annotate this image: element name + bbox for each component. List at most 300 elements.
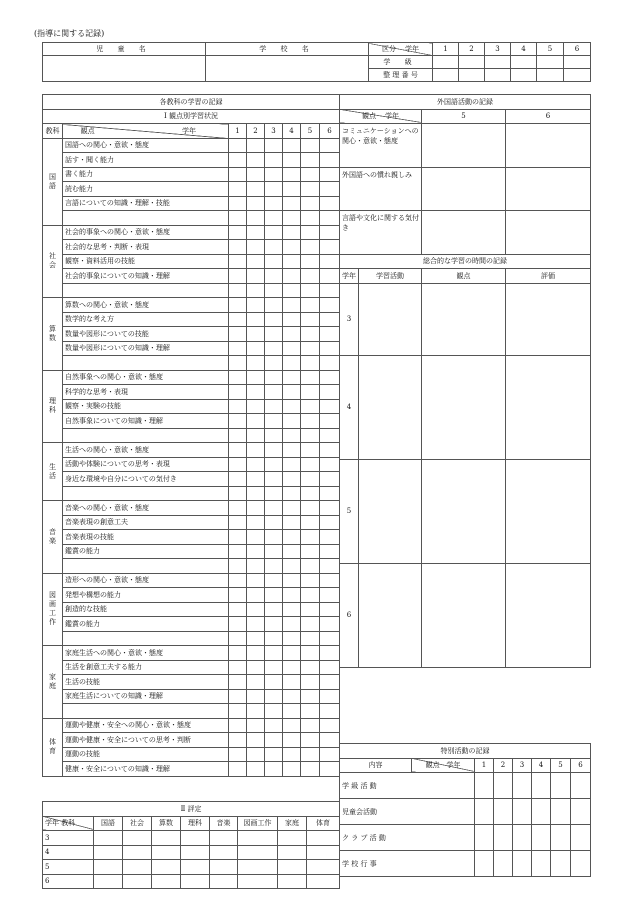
tokubetsu-cell[interactable]: [532, 825, 551, 851]
grade-cell[interactable]: [283, 515, 301, 530]
tokubetsu-cell[interactable]: [513, 799, 532, 825]
grade-cell[interactable]: [320, 457, 340, 472]
tokubetsu-cell[interactable]: [551, 851, 571, 877]
hyotei-cell[interactable]: [238, 874, 278, 889]
grade-cell[interactable]: [229, 457, 247, 472]
sogo-cell[interactable]: [359, 563, 422, 667]
grade-cell[interactable]: [320, 138, 340, 153]
grade-cell[interactable]: [301, 515, 320, 530]
grade-cell[interactable]: [229, 269, 247, 284]
tokubetsu-cell[interactable]: [475, 851, 494, 877]
grade-cell[interactable]: [229, 196, 247, 211]
grade-cell[interactable]: [229, 283, 247, 298]
grade-cell[interactable]: [283, 457, 301, 472]
cell[interactable]: [564, 69, 591, 82]
grade-cell[interactable]: [320, 573, 340, 588]
hyotei-cell[interactable]: [210, 874, 238, 889]
grade-cell[interactable]: [265, 660, 283, 675]
grade-cell[interactable]: [283, 472, 301, 487]
grade-cell[interactable]: [283, 530, 301, 545]
grade-cell[interactable]: [265, 254, 283, 269]
grade-cell[interactable]: [229, 182, 247, 197]
grade-cell[interactable]: [247, 588, 265, 603]
grade-cell[interactable]: [265, 457, 283, 472]
grade-cell[interactable]: [247, 428, 265, 443]
grade-cell[interactable]: [283, 747, 301, 762]
grade-cell[interactable]: [229, 167, 247, 182]
grade-cell[interactable]: [265, 283, 283, 298]
grade-cell[interactable]: [283, 153, 301, 168]
grade-cell[interactable]: [247, 486, 265, 501]
grade-cell[interactable]: [320, 617, 340, 632]
hyotei-cell[interactable]: [278, 860, 307, 875]
grade-cell[interactable]: [301, 646, 320, 661]
grade-cell[interactable]: [320, 501, 340, 516]
grade-cell[interactable]: [229, 704, 247, 719]
grade-cell[interactable]: [283, 312, 301, 327]
grade-cell[interactable]: [265, 704, 283, 719]
tokubetsu-cell[interactable]: [551, 799, 571, 825]
grade-cell[interactable]: [301, 675, 320, 690]
grade-cell[interactable]: [283, 718, 301, 733]
tokubetsu-cell[interactable]: [532, 773, 551, 799]
grade-cell[interactable]: [301, 414, 320, 429]
sogo-cell[interactable]: [506, 459, 591, 563]
foreign-cell[interactable]: [422, 211, 506, 255]
grade-cell[interactable]: [247, 356, 265, 371]
grade-cell[interactable]: [247, 211, 265, 226]
student-name-field[interactable]: [43, 56, 206, 82]
grade-cell[interactable]: [247, 559, 265, 574]
grade-cell[interactable]: [229, 153, 247, 168]
grade-cell[interactable]: [320, 718, 340, 733]
hyotei-cell[interactable]: [238, 845, 278, 860]
grade-cell[interactable]: [283, 689, 301, 704]
hyotei-cell[interactable]: [152, 845, 181, 860]
grade-cell[interactable]: [229, 428, 247, 443]
grade-cell[interactable]: [265, 515, 283, 530]
grade-cell[interactable]: [229, 530, 247, 545]
grade-cell[interactable]: [229, 660, 247, 675]
grade-cell[interactable]: [229, 573, 247, 588]
grade-cell[interactable]: [229, 327, 247, 342]
grade-cell[interactable]: [265, 327, 283, 342]
grade-cell[interactable]: [283, 269, 301, 284]
sogo-cell[interactable]: [422, 563, 506, 667]
grade-cell[interactable]: [247, 689, 265, 704]
grade-cell[interactable]: [301, 182, 320, 197]
grade-cell[interactable]: [265, 675, 283, 690]
grade-cell[interactable]: [265, 530, 283, 545]
grade-cell[interactable]: [320, 631, 340, 646]
grade-cell[interactable]: [229, 718, 247, 733]
grade-cell[interactable]: [283, 167, 301, 182]
grade-cell[interactable]: [229, 617, 247, 632]
foreign-cell[interactable]: [422, 124, 506, 168]
grade-cell[interactable]: [247, 515, 265, 530]
grade-cell[interactable]: [265, 356, 283, 371]
grade-cell[interactable]: [265, 559, 283, 574]
tokubetsu-cell[interactable]: [475, 825, 494, 851]
grade-cell[interactable]: [320, 182, 340, 197]
hyotei-cell[interactable]: [278, 831, 307, 846]
grade-cell[interactable]: [229, 225, 247, 240]
grade-cell[interactable]: [229, 312, 247, 327]
grade-cell[interactable]: [301, 602, 320, 617]
grade-cell[interactable]: [301, 588, 320, 603]
grade-cell[interactable]: [247, 341, 265, 356]
grade-cell[interactable]: [247, 414, 265, 429]
sogo-cell[interactable]: [506, 355, 591, 459]
grade-cell[interactable]: [283, 182, 301, 197]
cell[interactable]: [485, 56, 511, 69]
grade-cell[interactable]: [265, 544, 283, 559]
grade-cell[interactable]: [229, 762, 247, 777]
grade-cell[interactable]: [265, 211, 283, 226]
school-name-field[interactable]: [206, 56, 369, 82]
sogo-cell[interactable]: [359, 355, 422, 459]
grade-cell[interactable]: [301, 399, 320, 414]
grade-cell[interactable]: [320, 341, 340, 356]
grade-cell[interactable]: [301, 501, 320, 516]
grade-cell[interactable]: [301, 660, 320, 675]
grade-cell[interactable]: [320, 283, 340, 298]
grade-cell[interactable]: [320, 530, 340, 545]
grade-cell[interactable]: [283, 544, 301, 559]
hyotei-cell[interactable]: [94, 845, 123, 860]
grade-cell[interactable]: [301, 312, 320, 327]
sogo-cell[interactable]: [359, 283, 422, 355]
tokubetsu-cell[interactable]: [494, 799, 513, 825]
cell[interactable]: [459, 56, 485, 69]
hyotei-cell[interactable]: [94, 831, 123, 846]
hyotei-cell[interactable]: [152, 860, 181, 875]
sogo-cell[interactable]: [359, 459, 422, 563]
grade-cell[interactable]: [301, 225, 320, 240]
grade-cell[interactable]: [283, 733, 301, 748]
tokubetsu-cell[interactable]: [571, 773, 591, 799]
grade-cell[interactable]: [247, 399, 265, 414]
grade-cell[interactable]: [265, 385, 283, 400]
grade-cell[interactable]: [265, 182, 283, 197]
grade-cell[interactable]: [301, 472, 320, 487]
grade-cell[interactable]: [283, 225, 301, 240]
grade-cell[interactable]: [229, 385, 247, 400]
hyotei-cell[interactable]: [210, 831, 238, 846]
grade-cell[interactable]: [283, 240, 301, 255]
grade-cell[interactable]: [283, 617, 301, 632]
hyotei-cell[interactable]: [181, 831, 210, 846]
grade-cell[interactable]: [265, 341, 283, 356]
tokubetsu-cell[interactable]: [532, 851, 551, 877]
grade-cell[interactable]: [247, 283, 265, 298]
grade-cell[interactable]: [229, 254, 247, 269]
grade-cell[interactable]: [320, 704, 340, 719]
grade-cell[interactable]: [229, 399, 247, 414]
grade-cell[interactable]: [320, 646, 340, 661]
grade-cell[interactable]: [229, 646, 247, 661]
grade-cell[interactable]: [265, 167, 283, 182]
grade-cell[interactable]: [283, 327, 301, 342]
cell[interactable]: [459, 69, 485, 82]
grade-cell[interactable]: [283, 399, 301, 414]
hyotei-cell[interactable]: [307, 874, 340, 889]
grade-cell[interactable]: [247, 225, 265, 240]
grade-cell[interactable]: [301, 747, 320, 762]
grade-cell[interactable]: [320, 414, 340, 429]
grade-cell[interactable]: [247, 747, 265, 762]
grade-cell[interactable]: [320, 269, 340, 284]
grade-cell[interactable]: [247, 472, 265, 487]
grade-cell[interactable]: [320, 588, 340, 603]
grade-cell[interactable]: [229, 211, 247, 226]
grade-cell[interactable]: [301, 356, 320, 371]
grade-cell[interactable]: [247, 153, 265, 168]
hyotei-cell[interactable]: [181, 874, 210, 889]
grade-cell[interactable]: [301, 138, 320, 153]
grade-cell[interactable]: [265, 762, 283, 777]
grade-cell[interactable]: [301, 762, 320, 777]
hyotei-cell[interactable]: [278, 874, 307, 889]
grade-cell[interactable]: [247, 370, 265, 385]
grade-cell[interactable]: [265, 501, 283, 516]
grade-cell[interactable]: [265, 733, 283, 748]
grade-cell[interactable]: [229, 240, 247, 255]
tokubetsu-cell[interactable]: [532, 799, 551, 825]
grade-cell[interactable]: [265, 138, 283, 153]
grade-cell[interactable]: [247, 327, 265, 342]
grade-cell[interactable]: [247, 544, 265, 559]
grade-cell[interactable]: [283, 356, 301, 371]
grade-cell[interactable]: [265, 298, 283, 313]
grade-cell[interactable]: [229, 370, 247, 385]
grade-cell[interactable]: [320, 153, 340, 168]
grade-cell[interactable]: [320, 327, 340, 342]
grade-cell[interactable]: [229, 689, 247, 704]
cell[interactable]: [537, 56, 564, 69]
hyotei-cell[interactable]: [123, 845, 152, 860]
grade-cell[interactable]: [320, 370, 340, 385]
grade-cell[interactable]: [229, 515, 247, 530]
grade-cell[interactable]: [229, 341, 247, 356]
grade-cell[interactable]: [247, 573, 265, 588]
grade-cell[interactable]: [320, 747, 340, 762]
hyotei-cell[interactable]: [123, 860, 152, 875]
grade-cell[interactable]: [247, 530, 265, 545]
grade-cell[interactable]: [320, 443, 340, 458]
grade-cell[interactable]: [301, 153, 320, 168]
grade-cell[interactable]: [283, 762, 301, 777]
grade-cell[interactable]: [247, 602, 265, 617]
tokubetsu-cell[interactable]: [571, 825, 591, 851]
grade-cell[interactable]: [247, 254, 265, 269]
grade-cell[interactable]: [283, 646, 301, 661]
grade-cell[interactable]: [320, 254, 340, 269]
tokubetsu-cell[interactable]: [513, 825, 532, 851]
grade-cell[interactable]: [283, 298, 301, 313]
grade-cell[interactable]: [301, 428, 320, 443]
grade-cell[interactable]: [229, 414, 247, 429]
grade-cell[interactable]: [320, 675, 340, 690]
grade-cell[interactable]: [320, 167, 340, 182]
hyotei-cell[interactable]: [181, 845, 210, 860]
grade-cell[interactable]: [283, 211, 301, 226]
grade-cell[interactable]: [320, 196, 340, 211]
grade-cell[interactable]: [283, 443, 301, 458]
grade-cell[interactable]: [320, 602, 340, 617]
grade-cell[interactable]: [247, 457, 265, 472]
grade-cell[interactable]: [283, 501, 301, 516]
grade-cell[interactable]: [265, 747, 283, 762]
sogo-cell[interactable]: [506, 563, 591, 667]
grade-cell[interactable]: [301, 733, 320, 748]
tokubetsu-cell[interactable]: [551, 825, 571, 851]
grade-cell[interactable]: [283, 414, 301, 429]
grade-cell[interactable]: [320, 733, 340, 748]
hyotei-cell[interactable]: [123, 874, 152, 889]
grade-cell[interactable]: [247, 443, 265, 458]
grade-cell[interactable]: [301, 704, 320, 719]
hyotei-cell[interactable]: [238, 831, 278, 846]
grade-cell[interactable]: [320, 762, 340, 777]
foreign-cell[interactable]: [506, 167, 591, 211]
grade-cell[interactable]: [265, 472, 283, 487]
grade-cell[interactable]: [247, 762, 265, 777]
grade-cell[interactable]: [301, 544, 320, 559]
cell[interactable]: [433, 69, 459, 82]
grade-cell[interactable]: [229, 602, 247, 617]
grade-cell[interactable]: [320, 225, 340, 240]
grade-cell[interactable]: [265, 617, 283, 632]
cell[interactable]: [485, 69, 511, 82]
tokubetsu-cell[interactable]: [494, 851, 513, 877]
grade-cell[interactable]: [283, 428, 301, 443]
grade-cell[interactable]: [283, 675, 301, 690]
tokubetsu-cell[interactable]: [475, 773, 494, 799]
grade-cell[interactable]: [301, 689, 320, 704]
grade-cell[interactable]: [301, 298, 320, 313]
grade-cell[interactable]: [229, 486, 247, 501]
grade-cell[interactable]: [320, 399, 340, 414]
grade-cell[interactable]: [265, 443, 283, 458]
grade-cell[interactable]: [247, 646, 265, 661]
tokubetsu-cell[interactable]: [494, 825, 513, 851]
tokubetsu-cell[interactable]: [551, 773, 571, 799]
grade-cell[interactable]: [301, 283, 320, 298]
grade-cell[interactable]: [247, 196, 265, 211]
grade-cell[interactable]: [229, 298, 247, 313]
hyotei-cell[interactable]: [307, 831, 340, 846]
hyotei-cell[interactable]: [210, 860, 238, 875]
grade-cell[interactable]: [247, 138, 265, 153]
grade-cell[interactable]: [301, 211, 320, 226]
tokubetsu-cell[interactable]: [513, 851, 532, 877]
sogo-cell[interactable]: [422, 283, 506, 355]
grade-cell[interactable]: [229, 501, 247, 516]
grade-cell[interactable]: [301, 443, 320, 458]
grade-cell[interactable]: [247, 718, 265, 733]
grade-cell[interactable]: [301, 327, 320, 342]
hyotei-cell[interactable]: [307, 860, 340, 875]
grade-cell[interactable]: [283, 559, 301, 574]
cell[interactable]: [537, 69, 564, 82]
grade-cell[interactable]: [247, 660, 265, 675]
cell[interactable]: [511, 69, 537, 82]
grade-cell[interactable]: [247, 167, 265, 182]
grade-cell[interactable]: [283, 588, 301, 603]
grade-cell[interactable]: [320, 515, 340, 530]
grade-cell[interactable]: [247, 298, 265, 313]
grade-cell[interactable]: [283, 602, 301, 617]
grade-cell[interactable]: [229, 747, 247, 762]
cell[interactable]: [511, 56, 537, 69]
grade-cell[interactable]: [301, 167, 320, 182]
grade-cell[interactable]: [229, 733, 247, 748]
grade-cell[interactable]: [283, 631, 301, 646]
grade-cell[interactable]: [320, 486, 340, 501]
foreign-cell[interactable]: [506, 124, 591, 168]
hyotei-cell[interactable]: [238, 860, 278, 875]
grade-cell[interactable]: [265, 689, 283, 704]
grade-cell[interactable]: [301, 718, 320, 733]
grade-cell[interactable]: [283, 196, 301, 211]
grade-cell[interactable]: [265, 196, 283, 211]
hyotei-cell[interactable]: [152, 874, 181, 889]
grade-cell[interactable]: [283, 283, 301, 298]
sogo-cell[interactable]: [422, 459, 506, 563]
grade-cell[interactable]: [283, 385, 301, 400]
grade-cell[interactable]: [320, 240, 340, 255]
grade-cell[interactable]: [247, 704, 265, 719]
grade-cell[interactable]: [247, 312, 265, 327]
grade-cell[interactable]: [247, 182, 265, 197]
grade-cell[interactable]: [320, 385, 340, 400]
hyotei-cell[interactable]: [210, 845, 238, 860]
grade-cell[interactable]: [265, 631, 283, 646]
grade-cell[interactable]: [265, 486, 283, 501]
hyotei-cell[interactable]: [94, 874, 123, 889]
grade-cell[interactable]: [283, 704, 301, 719]
grade-cell[interactable]: [247, 617, 265, 632]
grade-cell[interactable]: [301, 631, 320, 646]
grade-cell[interactable]: [283, 486, 301, 501]
grade-cell[interactable]: [283, 660, 301, 675]
sogo-cell[interactable]: [422, 355, 506, 459]
grade-cell[interactable]: [320, 211, 340, 226]
grade-cell[interactable]: [229, 138, 247, 153]
grade-cell[interactable]: [247, 675, 265, 690]
hyotei-cell[interactable]: [181, 860, 210, 875]
sogo-cell[interactable]: [506, 283, 591, 355]
grade-cell[interactable]: [301, 486, 320, 501]
grade-cell[interactable]: [320, 472, 340, 487]
grade-cell[interactable]: [301, 457, 320, 472]
grade-cell[interactable]: [301, 240, 320, 255]
grade-cell[interactable]: [320, 312, 340, 327]
grade-cell[interactable]: [283, 573, 301, 588]
grade-cell[interactable]: [301, 530, 320, 545]
grade-cell[interactable]: [229, 559, 247, 574]
cell[interactable]: [564, 56, 591, 69]
tokubetsu-cell[interactable]: [571, 799, 591, 825]
grade-cell[interactable]: [320, 298, 340, 313]
grade-cell[interactable]: [265, 646, 283, 661]
grade-cell[interactable]: [265, 225, 283, 240]
grade-cell[interactable]: [301, 341, 320, 356]
grade-cell[interactable]: [320, 544, 340, 559]
grade-cell[interactable]: [247, 631, 265, 646]
grade-cell[interactable]: [229, 356, 247, 371]
